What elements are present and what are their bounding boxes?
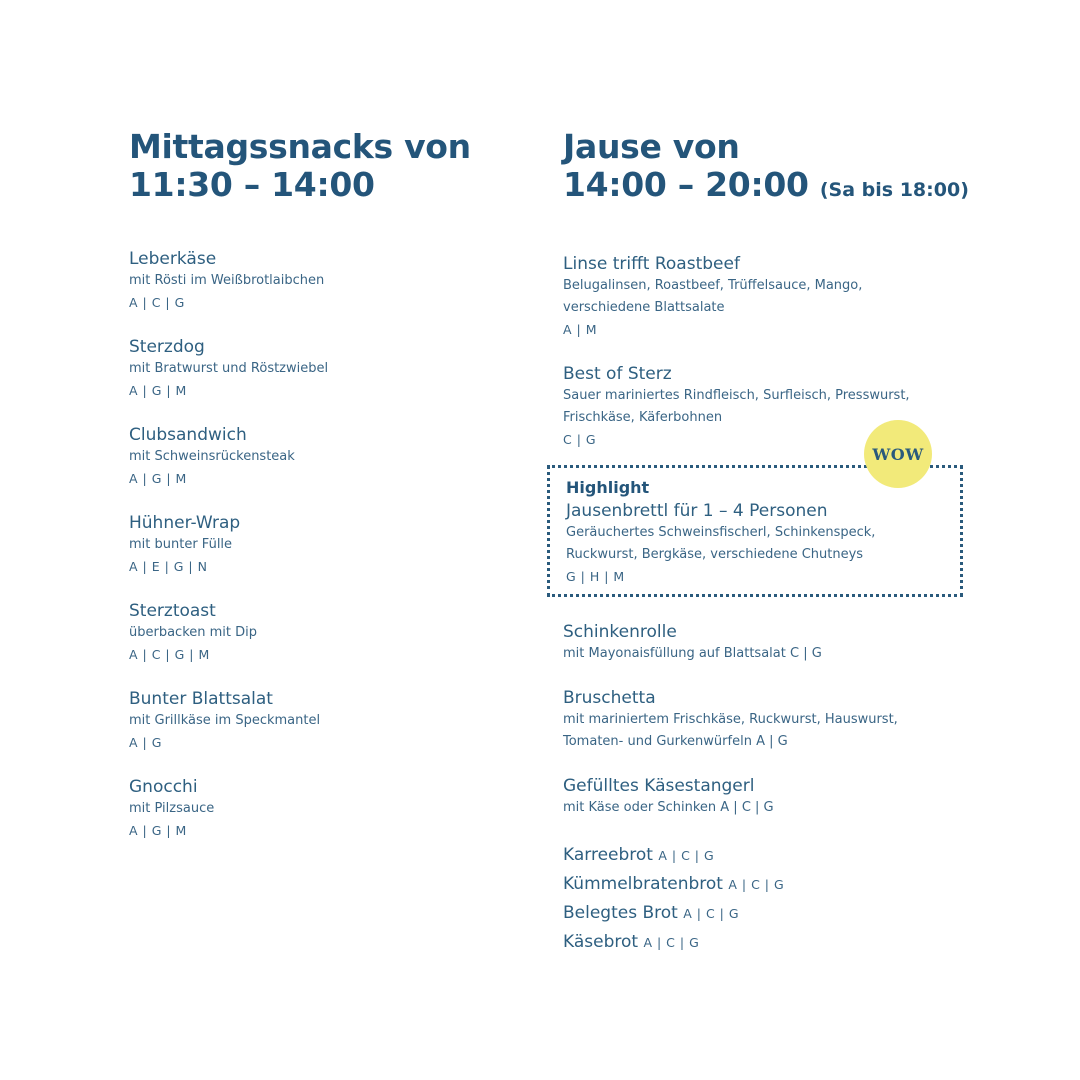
menu-item-description: mit Käse oder Schinken A | C | G — [563, 800, 774, 815]
highlight-allergens: G | H | M — [566, 569, 625, 584]
menu-item-title: Schinkenrolle — [563, 622, 677, 642]
menu-item-title: Bruschetta — [563, 688, 656, 708]
menu-item-description: mit Mayonaisfüllung auf Blattsalat C | G — [563, 646, 822, 661]
menu-item-description: mit bunter Fülle — [129, 537, 233, 552]
menu-item-description: mit Bratwurst und Röstzwiebel — [129, 361, 329, 376]
bread-item-name: Karreebrot — [563, 845, 653, 865]
bread-item — [563, 841, 983, 870]
menu-item-allergens: A | G — [129, 735, 162, 750]
bread-item-allergens: A | C | G — [683, 906, 740, 921]
menu-item-title: Gefülltes Käsestangerl — [563, 776, 755, 796]
jause-column — [563, 128, 983, 957]
menu-item-description: Belugalinsen, Roastbeef, Trüffelsauce, Mango, — [563, 278, 863, 293]
bread-item — [563, 899, 983, 928]
highlight-title: Jausenbrettl für 1 – 4 Personen — [566, 501, 828, 521]
menu-item — [129, 776, 529, 842]
bread-item — [563, 928, 983, 957]
bread-item-name: Käsebrot — [563, 932, 639, 952]
menu-item-title: Hühner-Wrap — [129, 513, 241, 533]
highlight-description: Ruckwurst, Bergkäse, verschiedene Chutneys — [566, 547, 864, 562]
jause-heading — [563, 128, 983, 209]
menu-item-allergens: C | G — [563, 432, 597, 447]
menu-item-title: Linse trifft Roastbeef — [563, 254, 740, 274]
bread-item-allergens: A | C | G — [658, 848, 715, 863]
jause-heading-title: Jause von — [563, 127, 740, 166]
menu-item — [129, 512, 529, 578]
jause-heading-time: 14:00 – 20:00 — [563, 165, 809, 204]
menu-item — [563, 621, 983, 665]
menu-item-title: Gnocchi — [129, 777, 198, 797]
menu-item-description: Tomaten- und Gurkenwürfeln A | G — [563, 734, 788, 749]
menu-item — [129, 600, 529, 666]
highlight-label: Highlight — [566, 478, 650, 497]
menu-item — [563, 687, 983, 753]
menu-item-description: mit mariniertem Frischkäse, Ruckwurst, Hauswurst, — [563, 712, 898, 727]
menu-item-title: Leberkäse — [129, 249, 217, 269]
menu-item-description: überbacken mit Dip — [129, 625, 258, 640]
menu-item-allergens: A | G | M — [129, 471, 187, 486]
bread-item-allergens: A | C | G — [728, 877, 785, 892]
menu-item-allergens: A | E | G | N — [129, 559, 208, 574]
bread-item — [563, 870, 983, 899]
lunch-heading — [129, 128, 529, 204]
highlight-box — [547, 444, 963, 597]
menu-item-allergens: A | G | M — [129, 383, 187, 398]
lunch-heading-title: Mittagssnacks von — [129, 127, 471, 166]
menu-item-description: mit Pilzsauce — [129, 801, 215, 816]
menu-item-description: Sauer mariniertes Rindfleisch, Surfleisch, Presswurst, — [563, 388, 910, 403]
wow-badge — [864, 420, 932, 488]
bread-list — [563, 841, 983, 957]
highlight-description: Geräuchertes Schweinsfischerl, Schinkenspeck, — [566, 525, 876, 540]
menu-item-description: mit Grillkäse im Speckmantel — [129, 713, 321, 728]
bread-item-allergens: A | C | G — [643, 935, 700, 950]
menu-item-title: Sterztoast — [129, 601, 216, 621]
menu-item — [129, 336, 529, 402]
menu-item — [129, 688, 529, 754]
menu-item — [563, 775, 983, 819]
menu-item — [129, 424, 529, 490]
menu-item-description: verschiedene Blattsalate — [563, 300, 725, 315]
menu-item — [563, 253, 983, 341]
menu-item-allergens: A | M — [563, 322, 597, 337]
bread-item-name: Belegtes Brot — [563, 903, 678, 923]
bread-item-name: Kümmelbratenbrot — [563, 874, 723, 894]
menu-item-title: Best of Sterz — [563, 364, 672, 384]
menu-item-title: Clubsandwich — [129, 425, 247, 445]
lunch-snacks-column — [129, 128, 529, 864]
menu-item — [129, 248, 529, 314]
menu-item-allergens: A | G | M — [129, 823, 187, 838]
menu-item-title: Bunter Blattsalat — [129, 689, 273, 709]
lunch-heading-time: 11:30 – 14:00 — [129, 165, 375, 204]
menu-item-description: mit Rösti im Weißbrotlaibchen — [129, 273, 325, 288]
menu-item-description: mit Schweinsrückensteak — [129, 449, 295, 464]
menu-item-description: Frischkäse, Käferbohnen — [563, 410, 723, 425]
wow-badge-label: WOW — [872, 444, 924, 464]
menu-item-title: Sterzdog — [129, 337, 205, 357]
jause-heading-note: (Sa bis 18:00) — [819, 179, 969, 201]
menu-item-allergens: A | C | G — [129, 295, 185, 310]
menu-item-allergens: A | C | G | M — [129, 647, 210, 662]
